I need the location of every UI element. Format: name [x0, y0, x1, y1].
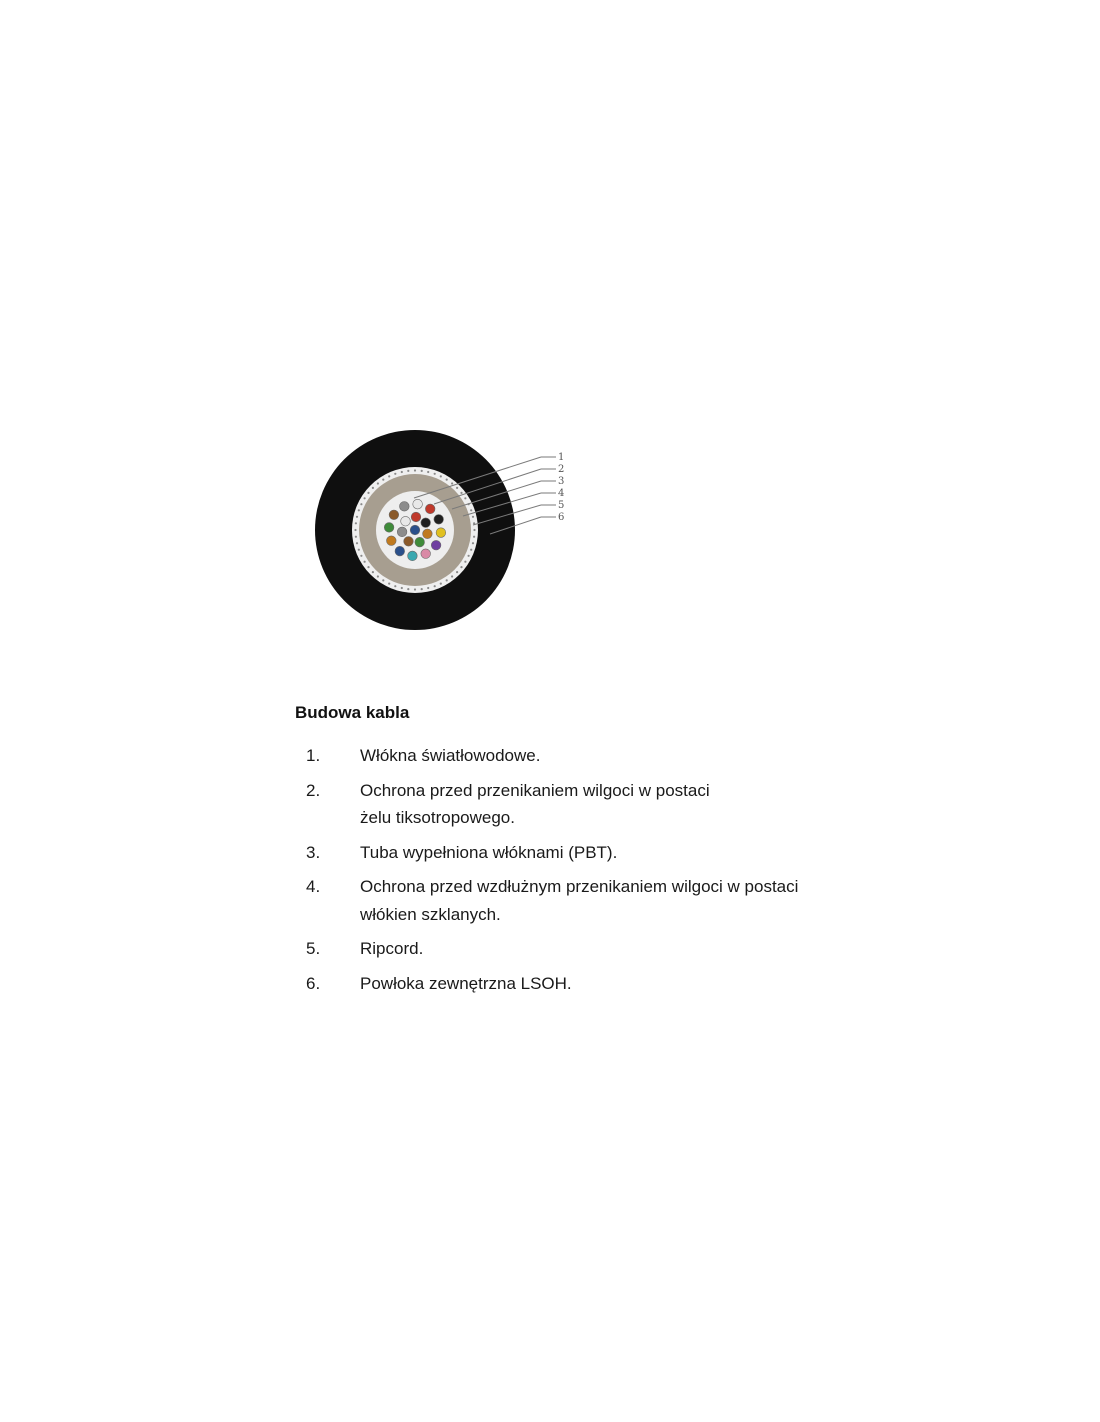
list-item-number: 6. — [306, 973, 321, 993]
optical-fiber — [384, 523, 394, 533]
optical-fiber — [404, 537, 414, 547]
list-item-number: 3. — [306, 842, 321, 862]
glass-yarn-dot — [377, 575, 379, 577]
callout-label-3: 3 — [558, 476, 565, 487]
callout-label-5: 5 — [558, 500, 565, 511]
optical-fiber — [425, 504, 435, 514]
glass-yarn-dot — [451, 575, 453, 577]
glass-yarn-dot — [354, 529, 356, 531]
glass-yarn-dot — [382, 479, 384, 481]
glass-yarn-dot — [414, 469, 416, 471]
callout-label-6: 6 — [558, 512, 565, 523]
glass-yarn-dot — [460, 566, 462, 568]
glass-yarn-dot — [446, 479, 448, 481]
glass-yarn-dot — [446, 579, 448, 581]
glass-yarn-dot — [470, 549, 472, 551]
list-item — [306, 839, 866, 867]
glass-yarn-dot — [356, 516, 358, 518]
optical-fiber — [413, 499, 423, 509]
optical-fiber — [408, 551, 418, 561]
optical-fiber — [421, 518, 431, 528]
optical-fiber — [411, 512, 421, 522]
glass-yarn-dot — [414, 588, 416, 590]
glass-yarn-dot — [464, 561, 466, 563]
optical-fiber — [400, 502, 410, 512]
glass-yarn-dot — [470, 509, 472, 511]
list-item-number: 5. — [306, 939, 321, 958]
glass-yarn-dot — [364, 561, 366, 563]
glass-yarn-dot — [367, 566, 369, 568]
glass-yarn-dot — [456, 571, 458, 573]
glass-yarn-dot — [440, 583, 442, 585]
glass-yarn-dot — [473, 536, 475, 538]
list-item — [306, 935, 866, 963]
list-item-number: 2. — [306, 780, 321, 800]
glass-yarn-dot — [358, 549, 360, 551]
optical-fiber — [423, 529, 433, 539]
glass-yarn-dot — [377, 482, 379, 484]
optical-fiber — [395, 546, 405, 556]
glass-yarn-dot — [372, 487, 374, 489]
glass-yarn-dot — [407, 588, 409, 590]
glass-yarn-dot — [407, 470, 409, 472]
optical-fiber — [431, 540, 441, 550]
list-item — [306, 970, 866, 998]
list-item-text: Ochrona przed wzdłużnym przenikaniem wilgoci w postaci włókien szklanych. — [360, 877, 799, 924]
glass-yarn-dot — [382, 579, 384, 581]
glass-yarn-dot — [434, 473, 436, 475]
callout-label-2: 2 — [558, 464, 565, 475]
callout-label-1: 1 — [558, 452, 565, 463]
list-item-text: Ripcord. — [360, 939, 424, 958]
list-item-text: Włókna światłowodowe. — [360, 746, 541, 765]
glass-yarn-dot — [394, 473, 396, 475]
optical-fiber — [436, 528, 446, 538]
glass-yarn-dot — [460, 492, 462, 494]
glass-yarn-dot — [372, 571, 374, 573]
glass-yarn-dot — [355, 522, 357, 524]
optical-fiber — [434, 515, 444, 525]
list-item-number: 1. — [306, 746, 321, 765]
list-item — [306, 742, 866, 770]
glass-yarn-dot — [456, 487, 458, 489]
glass-yarn-dot — [356, 542, 358, 544]
callout-label-4: 4 — [558, 488, 565, 499]
glass-yarn-dot — [358, 509, 360, 511]
glass-yarn-dot — [473, 529, 475, 531]
glass-yarn-dot — [401, 471, 403, 473]
glass-yarn-dot — [468, 555, 470, 557]
glass-yarn-dot — [434, 585, 436, 587]
list-item-text: Tuba wypełniona włóknami (PBT). — [360, 842, 618, 862]
list-item-number: 4. — [306, 877, 321, 896]
optical-fiber — [401, 516, 411, 526]
glass-yarn-dot — [427, 471, 429, 473]
cable-construction-list — [306, 742, 866, 1004]
glass-yarn-dot — [421, 588, 423, 590]
glass-yarn-dot — [367, 492, 369, 494]
glass-yarn-dot — [360, 555, 362, 557]
glass-yarn-dot — [451, 482, 453, 484]
list-item — [306, 873, 866, 928]
glass-yarn-dot — [421, 470, 423, 472]
optical-fiber — [389, 510, 399, 520]
section-heading: Budowa kabla — [295, 703, 410, 722]
list-item-text: Powłoka zewnętrzna LSOH. — [360, 973, 572, 993]
glass-yarn-dot — [394, 585, 396, 587]
glass-yarn-dot — [388, 475, 390, 477]
optical-fiber — [410, 525, 420, 535]
optical-fiber — [397, 527, 407, 537]
glass-yarn-dot — [355, 536, 357, 538]
glass-yarn-dot — [364, 497, 366, 499]
list-item-text: Ochrona przed przenikaniem wilgoci w postaci żelu tiksotropowego. — [360, 780, 710, 827]
glass-yarn-dot — [464, 497, 466, 499]
optical-fiber — [421, 549, 431, 559]
optical-fiber — [415, 537, 425, 547]
glass-yarn-dot — [360, 503, 362, 505]
optical-fiber — [387, 536, 397, 546]
glass-yarn-dot — [472, 542, 474, 544]
glass-yarn-dot — [427, 587, 429, 589]
glass-yarn-dot — [440, 475, 442, 477]
glass-yarn-dot — [472, 516, 474, 518]
glass-yarn-dot — [401, 587, 403, 589]
list-item — [306, 777, 866, 832]
cable-cross-section-diagram — [300, 430, 600, 640]
glass-yarn-dot — [388, 583, 390, 585]
